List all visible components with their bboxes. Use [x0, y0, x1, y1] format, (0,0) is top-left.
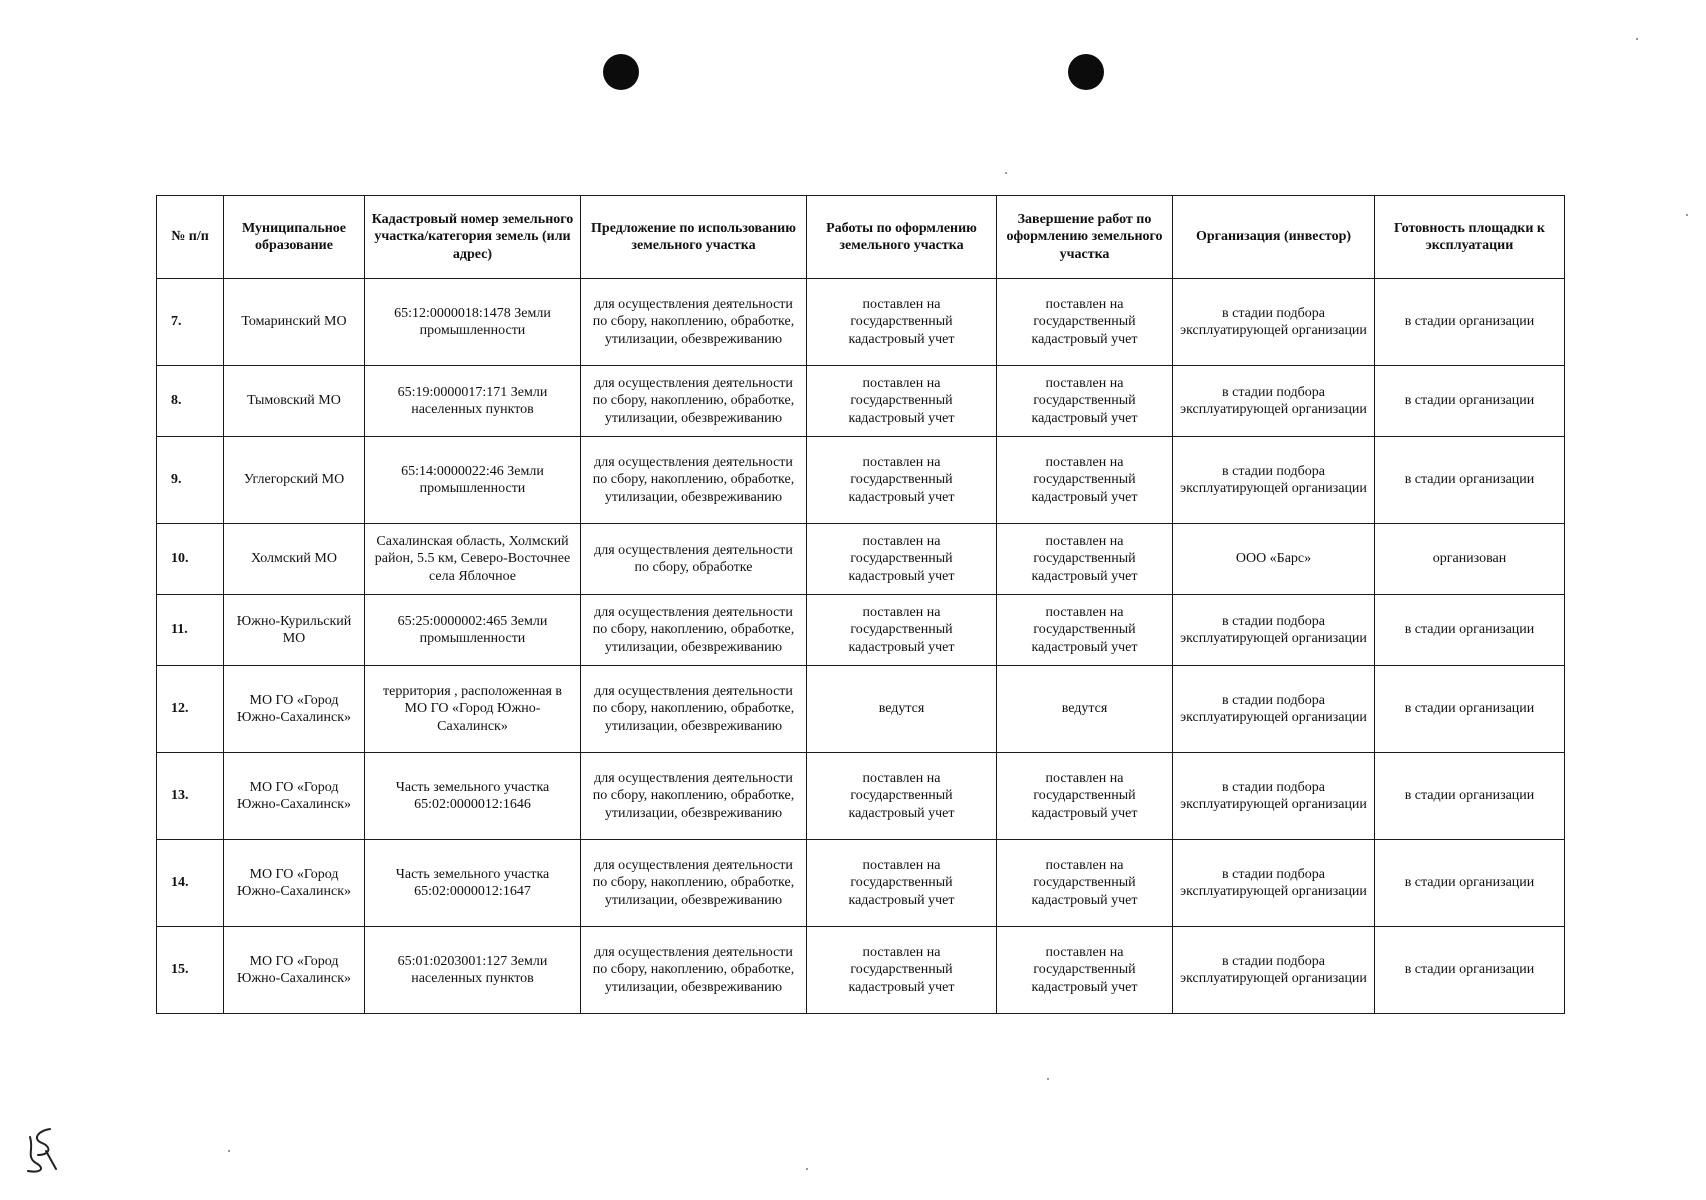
municipality-cell: МО ГО «Город Южно-Сахалинск» [224, 666, 365, 753]
municipality-cell: Холмский МО [224, 524, 365, 595]
readiness-cell: в стадии организации [1375, 840, 1565, 927]
municipality-cell: Тымовский МО [224, 366, 365, 437]
proposal-cell: для осуществления деятельности по сбору, накоплению, обработке, утилизации, обезвреживанию [581, 595, 807, 666]
scan-speck [1636, 38, 1638, 40]
proposal-cell: для осуществления деятельности по сбору, накоплению, обработке, утилизации, обезвреживанию [581, 927, 807, 1014]
table-row [157, 927, 1565, 1014]
organization-cell: в стадии подбора эксплуатирующей организации [1173, 927, 1375, 1014]
works-cell: поставлен на государственный кадастровый учет [807, 437, 997, 524]
table-row [157, 524, 1565, 595]
works-cell: поставлен на государственный кадастровый учет [807, 366, 997, 437]
proposal-cell: для осуществления деятельности по сбору, накоплению, обработке, утилизации, обезвреживанию [581, 366, 807, 437]
works-cell: поставлен на государственный кадастровый учет [807, 279, 997, 366]
row-number: 12. [157, 666, 224, 753]
row-number: 13. [157, 753, 224, 840]
cadastral-cell: 65:12:0000018:1478 Земли промышленности [365, 279, 581, 366]
scan-speck [806, 1168, 808, 1170]
header-number: № п/п [157, 196, 224, 279]
sites-table [156, 195, 1565, 1014]
cadastral-cell: Часть земельного участка 65:02:0000012:1647 [365, 840, 581, 927]
readiness-cell: организован [1375, 524, 1565, 595]
row-number: 11. [157, 595, 224, 666]
readiness-cell: в стадии организации [1375, 666, 1565, 753]
organization-cell: в стадии подбора эксплуатирующей организации [1173, 753, 1375, 840]
organization-cell: в стадии подбора эксплуатирующей организации [1173, 366, 1375, 437]
row-number: 14. [157, 840, 224, 927]
municipality-cell: МО ГО «Город Южно-Сахалинск» [224, 927, 365, 1014]
municipality-cell: МО ГО «Город Южно-Сахалинск» [224, 840, 365, 927]
handwritten-signature [20, 1125, 64, 1175]
row-number: 9. [157, 437, 224, 524]
row-number: 15. [157, 927, 224, 1014]
header-cadastral-number: Кадастровый номер земельного участка/категория земель (или адрес) [365, 196, 581, 279]
table-row [157, 840, 1565, 927]
header-registration-works: Работы по оформлению земельного участка [807, 196, 997, 279]
proposal-cell: для осуществления деятельности по сбору, накоплению, обработке, утилизации, обезвреживанию [581, 279, 807, 366]
completion-cell: поставлен на государственный кадастровый учет [997, 840, 1173, 927]
table-row [157, 279, 1565, 366]
readiness-cell: в стадии организации [1375, 595, 1565, 666]
scan-speck [1047, 1078, 1049, 1080]
proposal-cell: для осуществления деятельности по сбору, накоплению, обработке, утилизации, обезвреживанию [581, 840, 807, 927]
municipality-cell: МО ГО «Город Южно-Сахалинск» [224, 753, 365, 840]
proposal-cell: для осуществления деятельности по сбору, обработке [581, 524, 807, 595]
scan-speck [228, 1150, 230, 1152]
readiness-cell: в стадии организации [1375, 366, 1565, 437]
municipality-cell: Томаринский МО [224, 279, 365, 366]
works-cell: поставлен на государственный кадастровый учет [807, 840, 997, 927]
completion-cell: поставлен на государственный кадастровый учет [997, 595, 1173, 666]
readiness-cell: в стадии организации [1375, 437, 1565, 524]
scan-speck [1686, 214, 1688, 216]
organization-cell: в стадии подбора эксплуатирующей организации [1173, 279, 1375, 366]
header-works-completion: Завершение работ по оформлению земельного участка [997, 196, 1173, 279]
works-cell: поставлен на государственный кадастровый учет [807, 524, 997, 595]
cadastral-cell: Сахалинская область, Холмский район, 5.5 км, Северо-Восточнее села Яблочное [365, 524, 581, 595]
table-header-row [157, 196, 1565, 279]
organization-cell: ООО «Барс» [1173, 524, 1375, 595]
readiness-cell: в стадии организации [1375, 753, 1565, 840]
organization-cell: в стадии подбора эксплуатирующей организации [1173, 666, 1375, 753]
row-number: 8. [157, 366, 224, 437]
completion-cell: поставлен на государственный кадастровый учет [997, 753, 1173, 840]
punch-hole-left [603, 54, 639, 90]
works-cell: ведутся [807, 666, 997, 753]
cadastral-cell: 65:19:0000017:171 Земли населенных пунктов [365, 366, 581, 437]
proposal-cell: для осуществления деятельности по сбору, накоплению, обработке, утилизации, обезвреживанию [581, 666, 807, 753]
cadastral-cell: территория , расположенная в МО ГО «Город Южно-Сахалинск» [365, 666, 581, 753]
completion-cell: поставлен на государственный кадастровый учет [997, 524, 1173, 595]
header-organization: Организация (инвестор) [1173, 196, 1375, 279]
table-row [157, 437, 1565, 524]
row-number: 7. [157, 279, 224, 366]
header-site-readiness: Готовность площадки к эксплуатации [1375, 196, 1565, 279]
completion-cell: ведутся [997, 666, 1173, 753]
scan-speck [1005, 172, 1007, 174]
completion-cell: поставлен на государственный кадастровый учет [997, 366, 1173, 437]
cadastral-cell: Часть земельного участка 65:02:0000012:1646 [365, 753, 581, 840]
readiness-cell: в стадии организации [1375, 927, 1565, 1014]
works-cell: поставлен на государственный кадастровый учет [807, 753, 997, 840]
cadastral-cell: 65:25:0000002:465 Земли промышленности [365, 595, 581, 666]
organization-cell: в стадии подбора эксплуатирующей организации [1173, 437, 1375, 524]
completion-cell: поставлен на государственный кадастровый учет [997, 927, 1173, 1014]
completion-cell: поставлен на государственный кадастровый учет [997, 437, 1173, 524]
table-row [157, 666, 1565, 753]
readiness-cell: в стадии организации [1375, 279, 1565, 366]
proposal-cell: для осуществления деятельности по сбору, накоплению, обработке, утилизации, обезвреживанию [581, 437, 807, 524]
organization-cell: в стадии подбора эксплуатирующей организации [1173, 840, 1375, 927]
municipality-cell: Углегорский МО [224, 437, 365, 524]
row-number: 10. [157, 524, 224, 595]
organization-cell: в стадии подбора эксплуатирующей организации [1173, 595, 1375, 666]
works-cell: поставлен на государственный кадастровый учет [807, 595, 997, 666]
proposal-cell: для осуществления деятельности по сбору, накоплению, обработке, утилизации, обезвреживанию [581, 753, 807, 840]
table-row [157, 366, 1565, 437]
table-row [157, 595, 1565, 666]
completion-cell: поставлен на государственный кадастровый учет [997, 279, 1173, 366]
municipality-cell: Южно-Курильский МО [224, 595, 365, 666]
cadastral-cell: 65:01:0203001:127 Земли населенных пунктов [365, 927, 581, 1014]
header-usage-proposal: Предложение по использованию земельного участка [581, 196, 807, 279]
works-cell: поставлен на государственный кадастровый учет [807, 927, 997, 1014]
cadastral-cell: 65:14:0000022:46 Земли промышленности [365, 437, 581, 524]
header-municipality: Муниципальное образование [224, 196, 365, 279]
punch-hole-right [1068, 54, 1104, 90]
table-row [157, 753, 1565, 840]
